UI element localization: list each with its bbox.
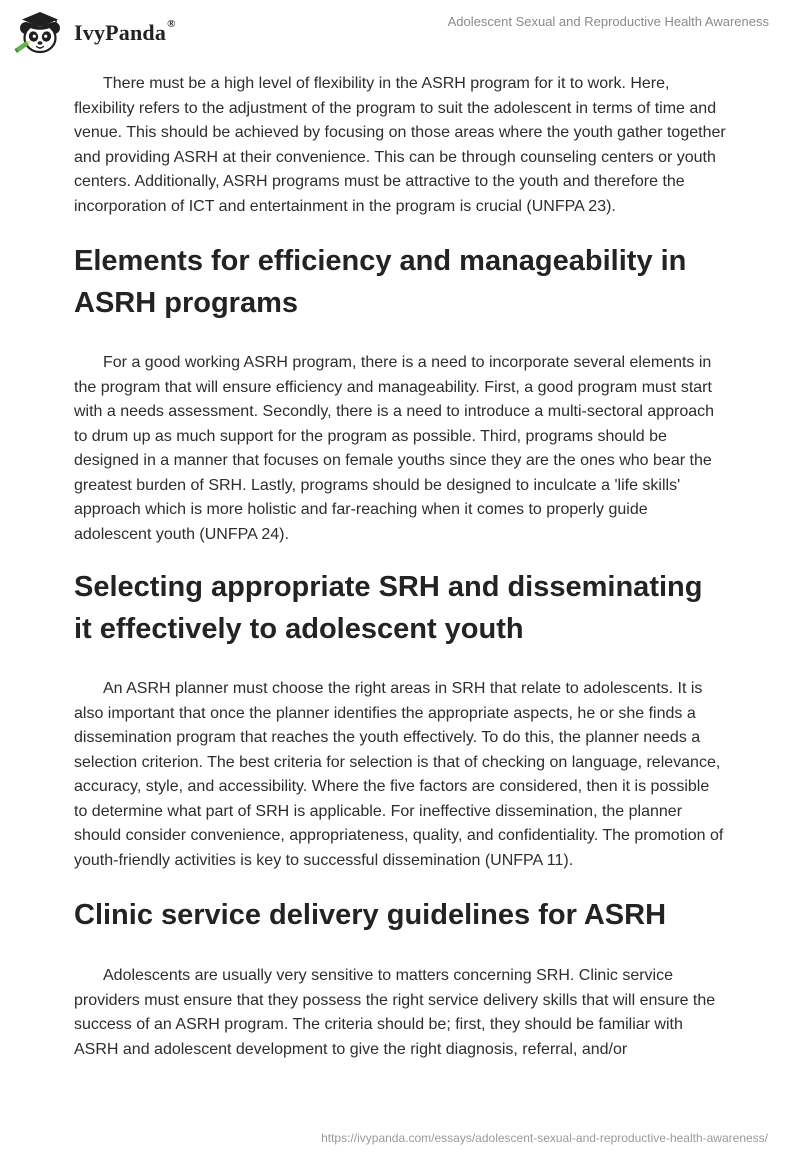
source-url[interactable]: https://ivypanda.com/essays/adolescent-sexual-and-reproductive-health-awareness/ (321, 1131, 768, 1145)
brand-name: IvyPanda® (74, 18, 176, 45)
document-title: Adolescent Sexual and Reproductive Health Awareness (447, 14, 769, 29)
page-header (0, 0, 800, 62)
brand-logo[interactable] (14, 9, 176, 55)
heading-clinic-guidelines: Clinic service delivery guidelines for ASRH (74, 899, 667, 931)
panda-graduate-logo-icon (14, 9, 66, 55)
paragraph-efficiency-elements: For a good working ASRH program, there is a need to incorporate several elements in the program that will ensure efficiency and manageability. First, a good program must start with a needs assessment. Secondly, there is a need to introduce a multi-sectoral approach to drum up as much support for the program as possible. Third, programs should be designed in a manner that focuses on female youths since they are the ones who bear the greatest burden of SRH. Lastly, programs should be designed to inculcate a 'life skills' approach which is more holistic and far-reaching when it comes to properly guide adolescent youth (UNFPA 24). (74, 354, 715, 543)
paragraph-clinic-service: Adolescents are usually very sensitive to matters concerning SRH. Clinic service providers must ensure that they possess the right service delivery skills that will ensure the success of an ASRH program. The criteria should be; first, they should be familiar with ASRH and adolescent development to give the right diagnosis, referral, and/or (74, 967, 716, 1058)
paragraph-selection-dissemination: An ASRH planner must choose the right areas in SRH that relate to adolescents. It is also important that once the planner identifies the appropriate aspects, he or she finds a dissemination program that reaches the youth effectively. To do this, the planner needs a selection criterion. The best criteria for selection is that of checking on language, relevance, accuracy, style, and accessibility. Where the five factors are considered, then it is possible to determine what part of SRH is applicable. For ineffective dissemination, the planner should consider convenience, appropriateness, quality, and confidentiality. The promotion of youth-friendly activities is key to successful dissemination (UNFPA 11). (74, 680, 724, 869)
essay-body (74, 72, 726, 1062)
registered-mark: ® (167, 18, 176, 30)
heading-efficiency-manageability: Elements for efficiency and manageability in ASRH programs (74, 245, 687, 319)
heading-selecting-srh: Selecting appropriate SRH and disseminating it effectively to adolescent youth (74, 571, 703, 645)
paragraph-flexibility: There must be a high level of flexibility in the ASRH program for it to work. Here, flexibility refers to the adjustment of the program to suit the adolescent in terms of time and venue. This should be achieved by focusing on those areas where the youth gather together and providing ASRH at their convenience. This can be through counseling centers or youth centers. Additionally, ASRH programs must be attractive to the youth and therefore the incorporation of ICT and entertainment in the program is crucial (UNFPA 23). (74, 75, 726, 215)
